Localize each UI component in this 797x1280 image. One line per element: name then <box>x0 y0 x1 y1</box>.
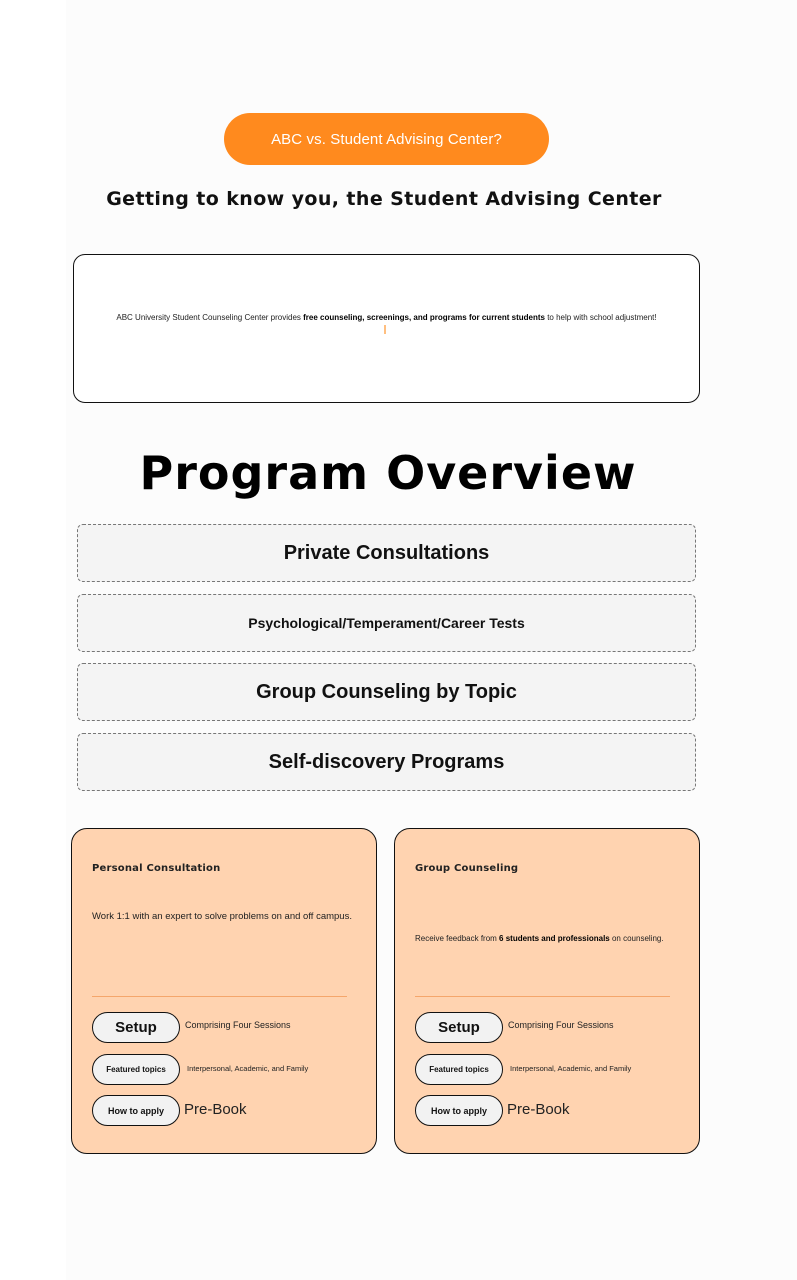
card-title: Group Counseling <box>415 863 519 874</box>
setup-value: Comprising Four Sessions <box>185 1020 291 1030</box>
featured-topics-chip[interactable]: Featured topics <box>92 1054 180 1085</box>
text-cursor <box>384 325 386 334</box>
intro-text <box>74 313 699 322</box>
intro-text-bold: free counseling, screenings, and programs for current students <box>303 313 545 322</box>
card-title: Personal Consultation <box>92 863 221 874</box>
card-description-end: on counseling. <box>609 934 664 943</box>
intro-text-end: to help with school adjustment! <box>544 313 657 322</box>
card-description-start: Receive feedback from <box>415 934 500 943</box>
card-description-bold: 6 students and professionals <box>499 934 610 943</box>
featured-topics-value: Interpersonal, Academic, and Family <box>187 1064 309 1073</box>
how-to-apply-chip[interactable]: How to apply <box>92 1095 180 1126</box>
personal-consultation-card <box>71 828 377 1154</box>
card-description <box>92 911 352 922</box>
card-description <box>415 934 664 943</box>
intro-box <box>73 254 700 403</box>
setup-chip[interactable]: Setup <box>415 1012 503 1043</box>
program-group-counseling[interactable]: Group Counseling by Topic <box>77 663 696 721</box>
group-counseling-card <box>394 828 700 1154</box>
how-to-apply-value: Pre-Book <box>184 1101 247 1118</box>
intro-text-start: ABC University Student Counseling Center provides <box>116 313 304 322</box>
program-self-discovery[interactable]: Self-discovery Programs <box>77 733 696 791</box>
program-tests[interactable]: Psychological/Temperament/Career Tests <box>77 594 696 652</box>
setup-chip[interactable]: Setup <box>92 1012 180 1043</box>
page-subtitle: Getting to know you, the Student Advising Center <box>106 188 662 210</box>
featured-topics-value: Interpersonal, Academic, and Family <box>510 1064 632 1073</box>
how-to-apply-chip[interactable]: How to apply <box>415 1095 503 1126</box>
how-to-apply-value: Pre-Book <box>507 1101 570 1118</box>
program-overview-title: Program Overview <box>139 446 637 500</box>
advising-center-pill-button[interactable]: ABC vs. Student Advising Center? <box>224 113 549 165</box>
card-divider <box>92 996 347 997</box>
setup-value: Comprising Four Sessions <box>508 1020 614 1030</box>
featured-topics-chip[interactable]: Featured topics <box>415 1054 503 1085</box>
card-description-start: Work 1:1 with an expert to solve problems on and off campus. <box>92 911 352 922</box>
card-divider <box>415 996 670 997</box>
program-private-consultations[interactable]: Private Consultations <box>77 524 696 582</box>
